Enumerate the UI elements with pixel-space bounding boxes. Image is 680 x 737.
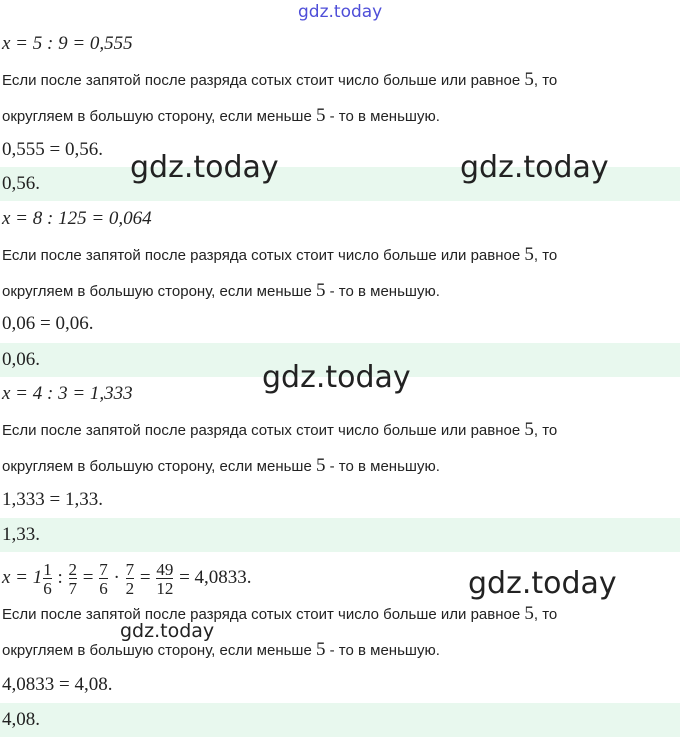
rule-line-1: Если после запятой после разряда сотых стоит число больше или равное 5, то (2, 603, 558, 624)
fraction: $\frac{2}{7}$ (68, 559, 78, 598)
expression-4: x = 1 $\frac{1}{6}$ : $\frac{2}{7}$ = $\frac{7}{6}$ · $\frac{7}{2}$ = $\frac{49}{12}$ = 4,0833. (2, 559, 252, 598)
expression-text: x = 5 : 9 = 0,555 (2, 33, 133, 54)
expression-text: x = 8 : 125 = 0,064 (2, 208, 152, 229)
rounding-3: 1,333 = 1,33. (2, 489, 103, 510)
fraction: $\frac{7}{6}$ (99, 559, 108, 598)
fraction: $\frac{1}{6}$ (43, 559, 52, 598)
watermark: gdz.today (460, 150, 609, 185)
rule-line-2: округляем в большую сторону, если меньше 5 - то в меньшую. (2, 280, 440, 301)
rule-line-1: Если после запятой после разряда сотых стоит число больше или равное 5, то (2, 419, 558, 440)
answer-3: 1,33. (0, 518, 680, 552)
rule-line-1: Если после запятой после разряда сотых стоит число больше или равное 5, то (2, 244, 558, 265)
watermark: gdz.today (262, 360, 411, 395)
rule-line-1: Если после запятой после разряда сотых стоит число больше или равное 5, то (2, 69, 558, 90)
fraction: $\frac{7}{2}$ (125, 559, 135, 598)
rounding-1: 0,555 = 0,56. (2, 139, 103, 160)
expression-2 (0, 202, 680, 236)
rule-line-2: округляем в большую сторону, если меньше 5 - то в меньшую. (2, 455, 440, 476)
rounding-4: 4,0833 = 4,08. (2, 674, 113, 695)
rule-line-2: округляем в большую сторону, если меньше 5 - то в меньшую. (2, 639, 440, 660)
answer-2: 0,06. (0, 343, 680, 377)
fraction: $\frac{49}{12}$ (156, 559, 174, 598)
watermark: gdz.today (468, 566, 617, 601)
watermark-top: gdz.today (298, 2, 383, 22)
rounding-2: 0,06 = 0,06. (2, 313, 94, 334)
rule-line-2: округляем в большую сторону, если меньше 5 - то в меньшую. (2, 105, 440, 126)
expression-text: x = 4 : 3 = 1,333 (2, 383, 133, 404)
watermark: gdz.today (130, 150, 279, 185)
watermark: gdz.today (120, 620, 215, 642)
answer-1: 0,56. (0, 167, 680, 201)
expression-1 (0, 27, 680, 61)
answer-4: 4,08. (0, 703, 680, 737)
